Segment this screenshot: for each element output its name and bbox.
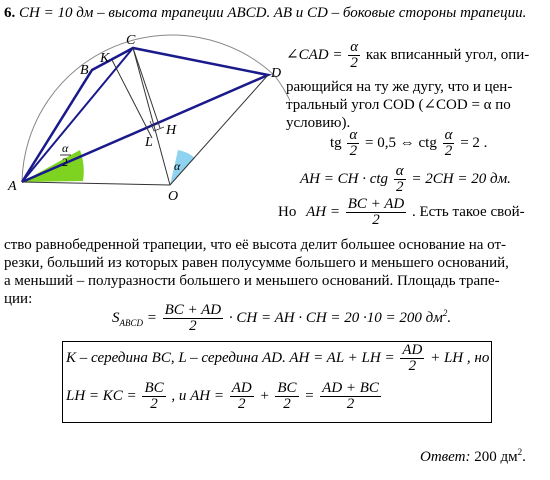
alpha-half-den: 2 <box>62 155 68 169</box>
label-h: H <box>166 123 177 138</box>
label-d: D <box>271 66 282 81</box>
radius-oc <box>133 48 170 185</box>
tg-line: tg $\frac{\alpha}{2}$ = 0,5 ⇔ ctg $\frac{\alpha}{2}$ = 2 . <box>330 127 488 159</box>
label-a: A <box>8 179 17 194</box>
paragraph-line2: резки, больший из которых равен полусумме большего и меньшего оснований, <box>4 255 509 271</box>
answer-label: Ответ: <box>420 449 471 465</box>
answer-line: Ответ: 200 $дм^2$. <box>420 447 526 465</box>
label-c: C <box>126 33 136 48</box>
circle-arc <box>22 35 275 182</box>
angle-line2: рающийся на ту же дугу, что и цен- <box>286 79 513 95</box>
segment-kl <box>112 60 152 138</box>
paragraph-line1: ство равнобедренной трапеции, что её высота делит большее основание на от- <box>4 237 507 253</box>
problem-number: 6. <box>4 5 16 21</box>
radius-od <box>170 75 268 185</box>
label-b: B <box>80 63 89 78</box>
paragraph-line3: а меньший – полуразности большего и меньшего оснований. Площадь трапе- <box>4 273 500 289</box>
problem-statement: CH = 10 дм – высота трапеции ABCD. AB и CD – боковые стороны трапеции. <box>19 5 527 21</box>
box-line1: K – середина BC, L – середина AD. AH = AL + LH = $\frac{AD}{2}$ + LH , но <box>66 342 490 374</box>
no-line: Но AH = $\frac{BC + AD}{2}$ . Есть такое свой- <box>278 196 525 228</box>
alpha-half-num: α <box>62 141 69 155</box>
box-line2: LH = KC = $\frac{BC}{2}$ , и AH = $\frac{AD}{2}$ + $\frac{BC}{2}$ = $\frac{AD + BC}{2}$ <box>66 380 379 412</box>
answer-value: 200 дм <box>474 449 518 465</box>
angle-line1-rest: как вписанный угол, опи- <box>365 46 530 63</box>
segment-ao <box>22 182 170 185</box>
label-o: O <box>168 189 179 204</box>
angle-line <box>286 40 529 71</box>
paragraph-line4: ции: <box>4 291 33 307</box>
segment-ch <box>133 48 160 128</box>
label-k: K <box>100 51 110 66</box>
label-l: L <box>145 135 153 150</box>
trapezoid-figure <box>0 20 290 220</box>
ah-line: AH = CH · ctg $\frac{\alpha}{2}$ = 2CH = 20 дм. <box>300 163 511 195</box>
angle-frac: $\frac{\alpha}{2}$ <box>350 39 359 71</box>
angle-line3: тральный угол COD (∠COD = α по <box>286 97 511 113</box>
angle-cad: ∠CAD = <box>286 46 343 63</box>
angle-line4: условию). <box>286 115 351 131</box>
area-formula: $S_{ABCD}$ = $\frac{BC + AD}{2}$ · CH = AH · CH = 20 ·10 = 200 $дм^2$. <box>112 302 452 334</box>
alpha-label: α <box>174 159 181 173</box>
